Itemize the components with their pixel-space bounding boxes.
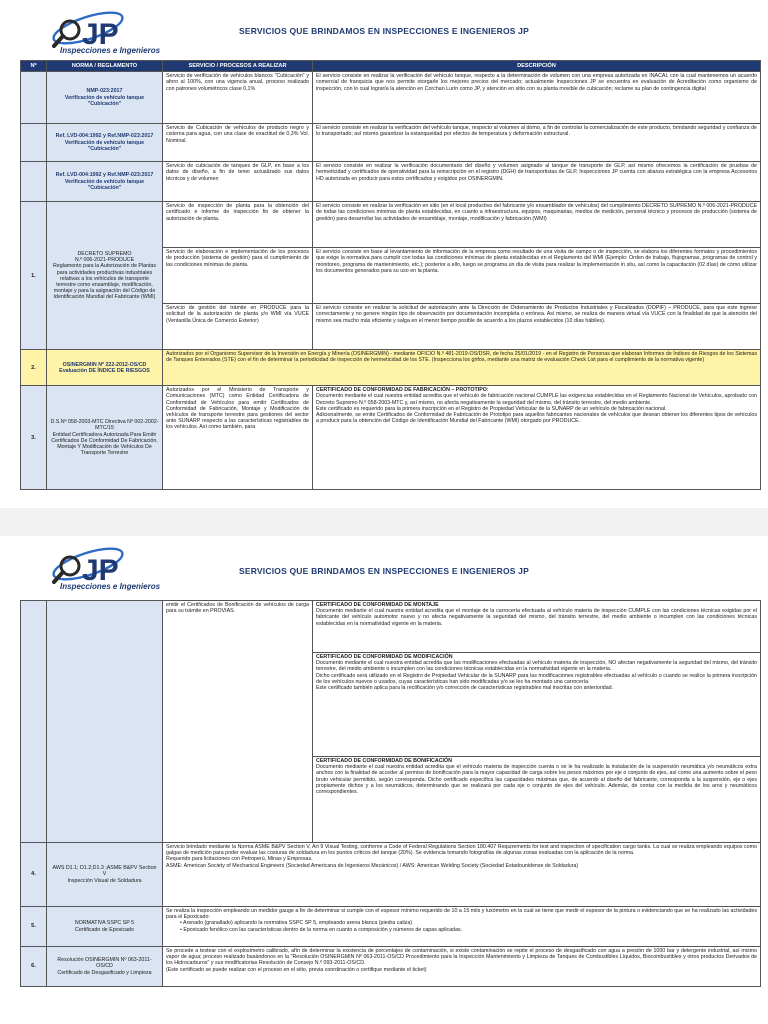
certificate-title: CERTIFICADO DE CONFORMIDAD DE MONTAJE [316,602,439,608]
table-row [21,601,761,653]
col-header-norma: NORMA / REGLAMENTO [47,61,163,72]
row-descripcion [313,386,761,490]
certificate-title: CERTIFICADO DE CONFORMIDAD DE BONIFICACIÓN [316,758,452,764]
row-number-empty [21,601,47,843]
row-servicio: Servicio de verificación de vehículos blancos "Cubicación" y aforo al 100%, con una vigencia anual, proceso realizado con patrones volumétricos clase 0,1% [163,72,313,124]
row-norma: AWS D1.1; D1.2;D1.3 ;ASME B&PV Section V Inspección Visual de Soldadura [47,843,163,907]
row-number: 6. [21,947,47,987]
certificate-text: Documento mediante el cual nuestra entidad acredita que el montaje de la carrocería efectuada al vehículo materia de inspección CUMPLE con las condiciones técnicas exigidas por el fabricante del vehículo automotor nuevo y no afecta negativamente la seguridad del mismo, del tránsito terrestre, del medio ambiente o incumplen con las condiciones técnicas establecidas en la normatividad vigente en la materia. [316,608,757,627]
row-number [21,162,47,202]
row-descripcion: El servicio consiste en realizar la verificación en sitio (en el local productivo del fabricante y/o ensamblador de vehículos) del cumplimiento DECRETO SUPREMO N.º 006-2021-PRODUCE de todas las condiciones mínimas de planta establecidas, en cuanto a infraestructura, equipos, maquinarias, medios de medición, personal técnico y procesos de producción (sistema de gestión) para desarrollar las actividades de ensamblaje, montaje, modificación y fabricación (WMI) [313,202,761,248]
services-table [20,60,761,490]
table-row [21,386,761,490]
row-descripcion [163,907,761,947]
page-separator [0,508,768,536]
row-descripcion: El servicio consiste en realizar la verificación del vehículo tanque, respecto a la determinación de volumen con una empresa autorizada en INACAL con la cual mantenemos un acuerdo comercial de franquicia que nos permite otorgarle los mejores precios del mercado; actualmente Inspecciones JP se encuentra en evaluación de Acreditación como organismo de inspección, con lo cual lograría la atención en Corchan Lurín como JP, y atención en sitio con su planta movible de cubicación; reclame su plan de contingencia digital [313,72,761,124]
row-descripcion: El servicio consiste en realizar la verificación documentario del diseño y volumen asignado al tanque de transporte de GLP, así mismo ofrecemos la certificación de pruebas de hermeticidad y certificados de operatividad para la reinscripción en el registro (DGH) de transportistas de GLP, Inspecciones JP cuenta con alianza estratégica con la empresa Accesorios HD autorizada en producir para estos certificados y exigidos por OSINERGMIN. [313,162,761,202]
table-row [21,843,761,907]
row-descripcion [313,653,761,757]
row-descripcion: El servicio consiste en realizar la verificación del vehículo tanque, respecto al volumen al domo, a fin de controlar la comercialización de este producto, brindando seguridad y confianza de lo transportado; así mismo garantizar la estanqueidad por efectos de temperatura y deformación estructural. [313,124,761,162]
table-row-highlighted [21,350,761,386]
row-servicio: Servicio de gestión del trámite en PRODUCE para la solicitud de la autorización de planta y/o WMI vía VUCE (Ventanilla Única de Comercio Exterior) [163,304,313,350]
table-row [21,907,761,947]
row-norma: DECRETO SUPREMO N.º 006-2021-PRODUCE Reglamento para la Autorización de Plantas para actividades productivas industriales relativas a los vehículos de transporte terrestre como ensamblaje, modificación, montaje y para la asignación del Código de Identificación Mundial del Fabricante (WMI) [47,202,163,350]
certificate-text: Documento mediante el cual nuestra entidad acredita que el vehículo materia de inspección cuenta o se le ha realizado la instalación de la suspensión neumática y/o neumáticos extra anchos con la finalidad de acceder al permiso de bonificación para la mayor capacidad de carga sobre los pesos máximos por eje o conjunto de ejes, así como una aumento sobre el peso bruto vehicular permitido, según corresponda. Dicho certificado especifica las capacidades máximas que, de acuerdo al diseño del fabricante, corresponda a la suspensión, eje o ejes propiamente dichos y a los neumáticos, determinando que se realizará por cada eje o conjunto de ejes del vehículo. Además, de contar con la medida de los aros y neumáticos correspondientes. [316,764,757,796]
row-number: 4. [21,843,47,907]
row-norma: Resolución OSINERGMIN Nº 063-2011-OS/CD Certificado de Desgasificado y Limpieza [47,947,163,987]
row-descripcion [313,601,761,653]
row-number: 1. [21,202,47,350]
row-norma: D.S.Nº 058-2003-MTC Directiva Nº 002-2002-MTC/15 Entidad Certificadora Autorizada Para Emitir Certificados De Conformidad De Fabricación, Montaje Y Modificación de Vehículos De Transporte Terrestre [47,386,163,490]
row-norma: NMP-023:2017 Verificación de vehículo tanque "Cubicación" [47,72,163,124]
table-row [21,72,761,124]
table-row [21,162,761,202]
row-descripcion [313,757,761,843]
row-norma-empty [47,601,163,843]
row-number: 2. [21,350,47,386]
row-number [21,124,47,162]
row-descripcion: Servicio brindado mediante la Norma ASME B&PV Section V, Art 9 Visual Testing, conforme a Code of Federal Regulations Section 180.407 Requirements for test and inspection of specification cargo tanks. La cual se realiza empleando equipos como galgas de medición para poder evaluar las costuras de soldadura en los puntos críticos del tanque (20%). Se evidencia tomando fotografías de algunas zonas evaluadas con la aplicación de la norma. Requerido para licitaciones con Petroperú, Minas y Empresas. ASME: American Society of Mechanical Engineers (Sociedad Americana de Ingenieros Mecánicos) / AWS: American Welding Society (Sociedad Estadounidense de Soldadura) [163,843,761,907]
row-servicio: Autorizados por el Ministerio de Transporte y Comunicaciones (MTC) como Entidad Certificadora de Conformidad de Vehículos para emitir Certificados de Conformidad de Fabricación, Montaje y Modificación de vehículos de transporte terrestre para gestiones del sector ante SUNARP respecto a las características registrables de los vehículos. Así como también, para [163,386,313,490]
certificate-text: Documento mediante el cual nuestra entidad acredita que el vehículo de fabricación nacional CUMPLE las exigencias establecidas en el Reglamento Nacional de Vehículos, aprobado con Decreto Supremo N.º 058-2003-MTC y, así mismo, no afecta negativamente la seguridad del mismo, del tránsito terrestre, del medio ambiente. Este certificado es requerido para la primera inscripción en el Registro de Propiedad Vehicular de la SUNARP de un vehículo de fabricación nacional. Adicionalmente, se emite Certificados de Conformidad de Fabricación de Prototipo para aquellos fabricantes nacionales de vehículos que desean obtener los diferentes tipos de vehículos a producir para la obtención del Código de Identificación Mundial del Fabricante (WMI) otorgado por PRODUCE. [316,393,757,425]
row-norma: NORMATIVA SSPC SP 5 Certificado de Epoxicado [47,907,163,947]
bullet-item: • Arenado (granallado) aplicando la normativa SSPC SP 5, empleando arena blanca (piedra caliza) [180,920,413,927]
row-number: 5. [21,907,47,947]
table-row [21,202,761,248]
document-page-2 [0,536,768,1024]
bullet-item: • Epoxicado fenólico con las características dentro de la norma en cuanto a composición y números de capas aplicadas. [180,926,463,933]
row-descripcion: El servicio consiste en realizar la solicitud de autorización ante la Dirección de Ordenamiento de Productos Industriales y Fiscalizados (DOPIF) – PRODUCE, para que este ingrese correctamente y no genere ningún tipo de observación por documentación incompleta o errónea. Así mismo, se realiza de manera virtual vía VUCE con la finalidad de que la atención del mismo sea mucho más eficiente y salga en el menor tiempo posible de acuerdo a los plazos establecidos (10 días hábiles). [313,304,761,350]
row-descripcion: El servicio consiste en base al levantamiento de información de la empresa como resultado de una visita de campo o de inspección, se elabora los diferentes formatos y procedimientos que exige la normativa para cumplir con todas las condiciones mínimas de planta establecidas en el Reglamento del WMI (Ejemplo: Orden de trabajo, flujogramas, programas de control y monitoreo, programa de mantenimiento, etc.); posterior a ello, luego se programa un día de visita para realizar la implementación in situ, así como la capacitación (02 días) de cómo utilizar los documentos generados para su uso en la planta. [313,248,761,304]
row-servicio: Servicio de elaboración e implementación de los procesos de producción (sistema de gestión) para el cumplimiento de las condiciones mínimas de planta. [163,248,313,304]
row-servicio: Servicio de Cubicación de vehículos de producto negro y cisterna para agua, con una clase de exactitud de 0,3% Vol. Nominal. [163,124,313,162]
svg-text:JP: JP [82,554,119,587]
document-page-1 [0,0,768,508]
page-title: SERVICIOS QUE BRINDAMOS EN INSPECCIONES E INGENIEROS JP [239,26,529,36]
col-header-descripcion: DESCRIPCIÓN [313,61,761,72]
page-title: SERVICIOS QUE BRINDAMOS EN INSPECCIONES E INGENIEROS JP [239,566,529,576]
row-servicio: Servicio de cubicación de tanques de GLP, en base a los datos de diseño, a fin de tener actualizado sus datos técnicos y de volumen [163,162,313,202]
logo-caption: Inspecciones e Ingenieros [60,46,161,55]
row-descripcion: Autorizados por el Organismo Supervisor de la Inversión en Energía y Minería (OSINERGMIN) - mediante OFICIO N.º 481-2019-OS/DSR, de fecha 25/01/2019 - en el Registro de Personas que elaboran Informes de Índices de Riesgos de los Sistemas de Tanques Enterrados (STE) con el fin de determinar la periodicidad de inspección de hermeticidad de los STE. (Inspecciona los grifos, mediante una matriz de evaluación Check List para el cumplimiento de la normativa vigente) [163,350,761,386]
row-servicio: emitir el Certificados de Bonificación de vehículos de carga para su trámite en PROVIAS. [163,601,313,843]
certificate-title: CERTIFICADO DE CONFORMIDAD DE MODIFICACIÓN [316,654,453,660]
col-header-num: Nº [21,61,47,72]
table-row [21,124,761,162]
table-row [21,947,761,987]
description-text: Se realiza la inspección empleando un medidor gauge a fin de determinar si cumple con el espesor mínimo requerido de 10 a 15 mils y luxómetro en la cual se tiene que medir el espesor de la pintura o evidenciando que se ha realizado las actividades para el Epoxicado: [166,908,757,921]
table-header-row [21,61,761,72]
row-number [21,72,47,124]
row-norma: OSINERGMIN Nº 222-2012-OS/CD Evaluación DE ÍNDICE DE RIESGOS [47,350,163,386]
row-descripcion: Se procede a testear con el explosímetro calibrado, afín de determinar la existencia de porcentajes de contaminación, si existe contaminación se repite el proceso de desgasificado con agua a presión de 1000 bar y detergente industrial, así mismo vapor de agua; proceso realizado basándonos en la "Resolución OSINERGMIN Nº 063-2011-OS/CD Procedimiento para la Inspección Mantenimiento y Limpieza de Tanques de Combustibles Líquidos, Biocombustibles y otros productos Derivados de los Hidrocarburos" y sus modificatorias Resolución de Consejo N.º 093-2011-OS/CD. (Este certificado se puede realizar con el proceso en el sitio, previa coordinación o certifique mediante el ticket) [163,947,761,987]
services-table-continued [20,600,761,987]
certificate-title: CERTIFICADO DE CONFORMIDAD DE FABRICACIÓN – PROTOTIPO: [316,387,489,394]
logo-caption: Inspecciones e Ingenieros [60,582,161,591]
col-header-servicio: SERVICIO / PROCESOS A REALIZAR [163,61,313,72]
row-number: 3. [21,386,47,490]
row-norma: Ref. LVD-004:1992 y Ref.NMP-023:2017 Verificación de vehículo tanque "Cubicación" [47,124,163,162]
certificate-text: Documento mediante el cual nuestra entidad acredita que las modificaciones efectuadas al vehículo materia de inspección, NO afectan negativamente la seguridad del mismo, del tránsito terrestre, del medio ambiente o incumplen con las condiciones técnicas establecidas en la normatividad vigente en la materia. Dicho certificado será utilizado en el Registro de Propiedad Vehicular de la SUNARP para las modificaciones registrables efectuadas al vehículo o cuando se realice la primera inscripción de los vehículos nuevos o usados, cuyas características han sido modificadas y/o se les ha montado una carrocería. Este certificado también aplica para la rectificación y/o corrección de características registrables mal inscritas con anterioridad. [316,660,757,692]
row-norma: Ref. LVD-004:1992 y Ref.NMP-023:2017 Verificación de vehículo tanque "Cubicación" [47,162,163,202]
svg-text:JP: JP [82,18,119,51]
row-servicio: Servicio de inspección de planta para la obtención del certificado e informe de inspección fin de obtener la autorización de planta. [163,202,313,248]
